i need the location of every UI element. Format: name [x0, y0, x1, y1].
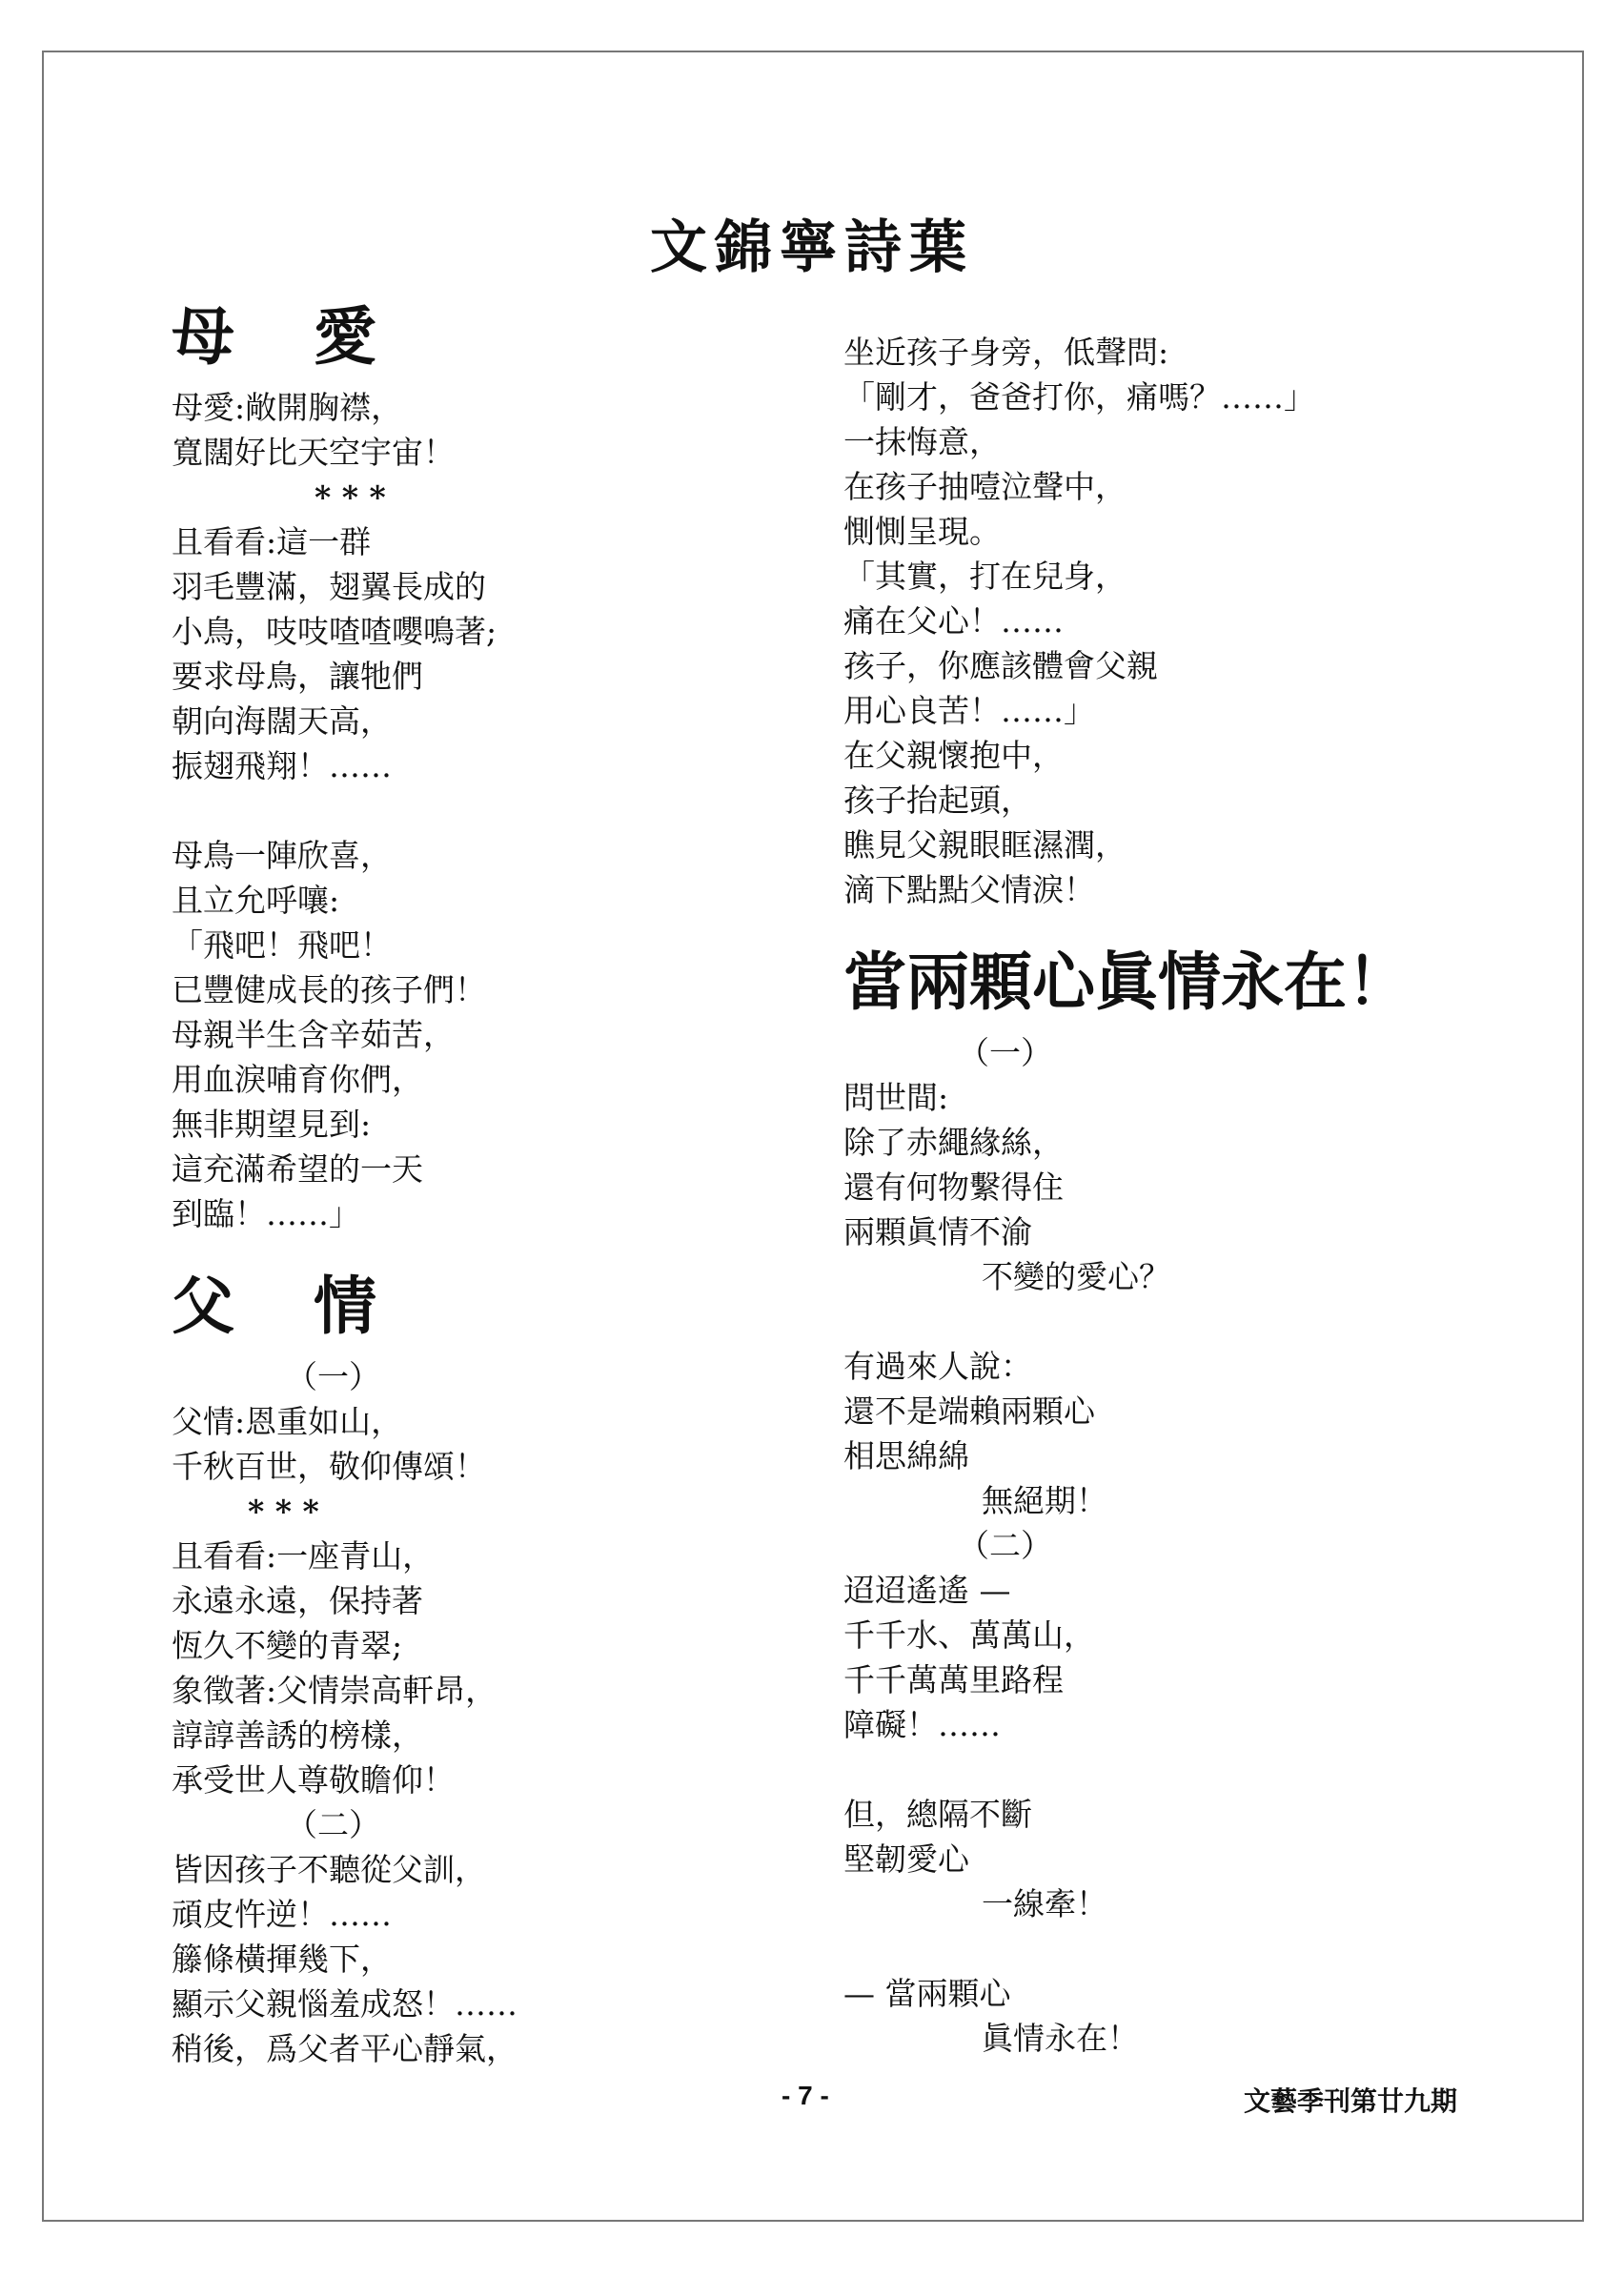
poem-line: 寬闊好比天空宇宙！	[172, 434, 455, 471]
poem-line: 母鳥一陣欣喜，	[172, 837, 392, 874]
poem-line: 母親半生含辛茹苦，	[172, 1016, 455, 1053]
poem-line: 且立允呼嚷:	[172, 882, 340, 919]
left-column	[172, 299, 782, 2071]
poem-line: 無絕期！	[982, 1482, 1107, 1519]
poem-line: 無非期望見到:	[172, 1106, 372, 1143]
poem-line: 在父親懷抱中，	[843, 737, 1064, 774]
stanza-break	[843, 1747, 1492, 1792]
poem-line: — 當兩顆心	[843, 1975, 1011, 2012]
poem-two-hearts-body	[843, 1030, 1492, 2061]
poem-line: 堅韌愛心	[843, 1840, 969, 1878]
poem-line: 惻惻呈現。	[843, 513, 1001, 550]
poem-line: 顯示父親惱羞成怒！……	[172, 1985, 518, 2023]
poem-line: 諄諄善誘的榜樣，	[172, 1717, 423, 1754]
poem-line: 且看看:一座青山，	[172, 1537, 435, 1575]
poem-line: 不變的愛心？	[982, 1258, 1170, 1295]
poem-line: 迢迢遙遙 —	[843, 1572, 1011, 1609]
poem-title-father-love: 父 情	[172, 1269, 405, 1343]
poem-line: 在孩子抽噎泣聲中，	[843, 468, 1127, 505]
poem-line: 還有何物繫得住	[843, 1169, 1064, 1206]
poem-line: 孩子，你應該體會父親	[843, 647, 1158, 684]
poem-line: 到臨！……」	[172, 1195, 360, 1232]
poem-line: 稍後，爲父者平心靜氣，	[172, 2030, 518, 2067]
poem-line: 朝向海闊天高，	[172, 702, 392, 740]
poem-line: 一線牽！	[982, 1885, 1107, 1922]
stanza-break	[172, 788, 782, 833]
poem-line: 兩顆眞情不渝	[843, 1213, 1032, 1250]
poem-line: 有過來人說：	[843, 1348, 1032, 1385]
poem-line: 障礙！……	[843, 1706, 1001, 1743]
poem-father-love-body	[172, 1354, 782, 2071]
poem-line: 用血淚哺育你們，	[172, 1061, 423, 1098]
poem-line: 孩子抬起頭，	[843, 782, 1032, 819]
stanza-break	[843, 1299, 1492, 1344]
poem-line: 「飛吧！飛吧！	[172, 926, 392, 964]
poem-line: 「剛才，爸爸打你，痛嗎？……」	[843, 378, 1315, 416]
poem-mother-love-body	[172, 385, 782, 1236]
right-column	[843, 330, 1492, 2061]
poem-line: 母愛:敞開胸襟，	[172, 389, 403, 426]
poem-line: 千千萬萬里路程	[843, 1661, 1064, 1698]
poem-line: 且看看:這一群	[172, 523, 372, 560]
poem-line: 一抹悔意，	[843, 423, 1001, 460]
poem-line: 用心良苦！……」	[843, 692, 1095, 729]
poem-line: 要求母鳥，讓牠們	[172, 658, 423, 695]
page-title: 文錦寧詩葉	[650, 214, 974, 281]
poem-line: 這充滿希望的一天	[172, 1150, 423, 1188]
poem-line: 恆久不變的青翠;	[172, 1627, 403, 1664]
poem-line: 千千水、萬萬山，	[843, 1616, 1095, 1654]
page-number: - 7 -	[782, 2081, 829, 2110]
poem-line: 滴下點點父情淚！	[843, 871, 1095, 908]
stanza-break	[843, 1926, 1492, 1971]
poem-line: 籐條橫揮幾下，	[172, 1941, 392, 1978]
section-number: （一）	[958, 1034, 1052, 1071]
section-number: （二）	[286, 1806, 380, 1843]
poem-father-love-continued	[843, 330, 1492, 912]
section-divider-stars: * * *	[248, 1493, 319, 1530]
poem-line: 小鳥，吱吱喳喳嚶鳴著;	[172, 613, 497, 650]
issue-label: 文藝季刊第廿九期	[1244, 2086, 1458, 2116]
poem-line: 永遠永遠，保持著	[172, 1582, 423, 1619]
poem-line: 羽毛豐滿，翅翼長成的	[172, 568, 486, 605]
section-divider-stars: * * *	[315, 478, 386, 516]
poem-line: 瞧見父親眼眶濕潤，	[843, 826, 1127, 864]
section-number: （二）	[958, 1527, 1052, 1564]
poem-line: 頑皮忤逆！……	[172, 1896, 392, 1933]
poem-line: 眞情永在！	[982, 2020, 1139, 2057]
poem-line: 坐近孩子身旁，低聲問:	[843, 334, 1169, 371]
section-number: （一）	[286, 1358, 380, 1395]
poem-line: 還不是端賴兩顆心	[843, 1393, 1095, 1430]
poem-line: 承受世人尊敬瞻仰！	[172, 1761, 455, 1799]
poem-line: 「其實，打在兒身，	[843, 558, 1127, 595]
poem-line: 象徵著:父情崇高軒昂，	[172, 1672, 497, 1709]
poem-line: 振翅飛翔！……	[172, 747, 392, 784]
poem-line: 已豐健成長的孩子們！	[172, 971, 486, 1008]
poem-line: 千秋百世，敬仰傳頌！	[172, 1448, 486, 1485]
poem-line: 痛在父心！……	[843, 602, 1064, 640]
poem-line: 問世間:	[843, 1079, 949, 1116]
poem-line: 除了赤繩緣絲，	[843, 1124, 1064, 1161]
poem-line: 相思綿綿	[843, 1437, 969, 1474]
poem-line: 父情:恩重如山，	[172, 1403, 403, 1440]
poem-title-two-hearts: 當兩顆心眞情永在！	[843, 945, 1410, 1019]
poem-line: 皆因孩子不聽從父訓，	[172, 1851, 486, 1888]
poem-line: 但，總隔不斷	[843, 1796, 1032, 1833]
poem-title-mother-love: 母 愛	[172, 299, 405, 374]
